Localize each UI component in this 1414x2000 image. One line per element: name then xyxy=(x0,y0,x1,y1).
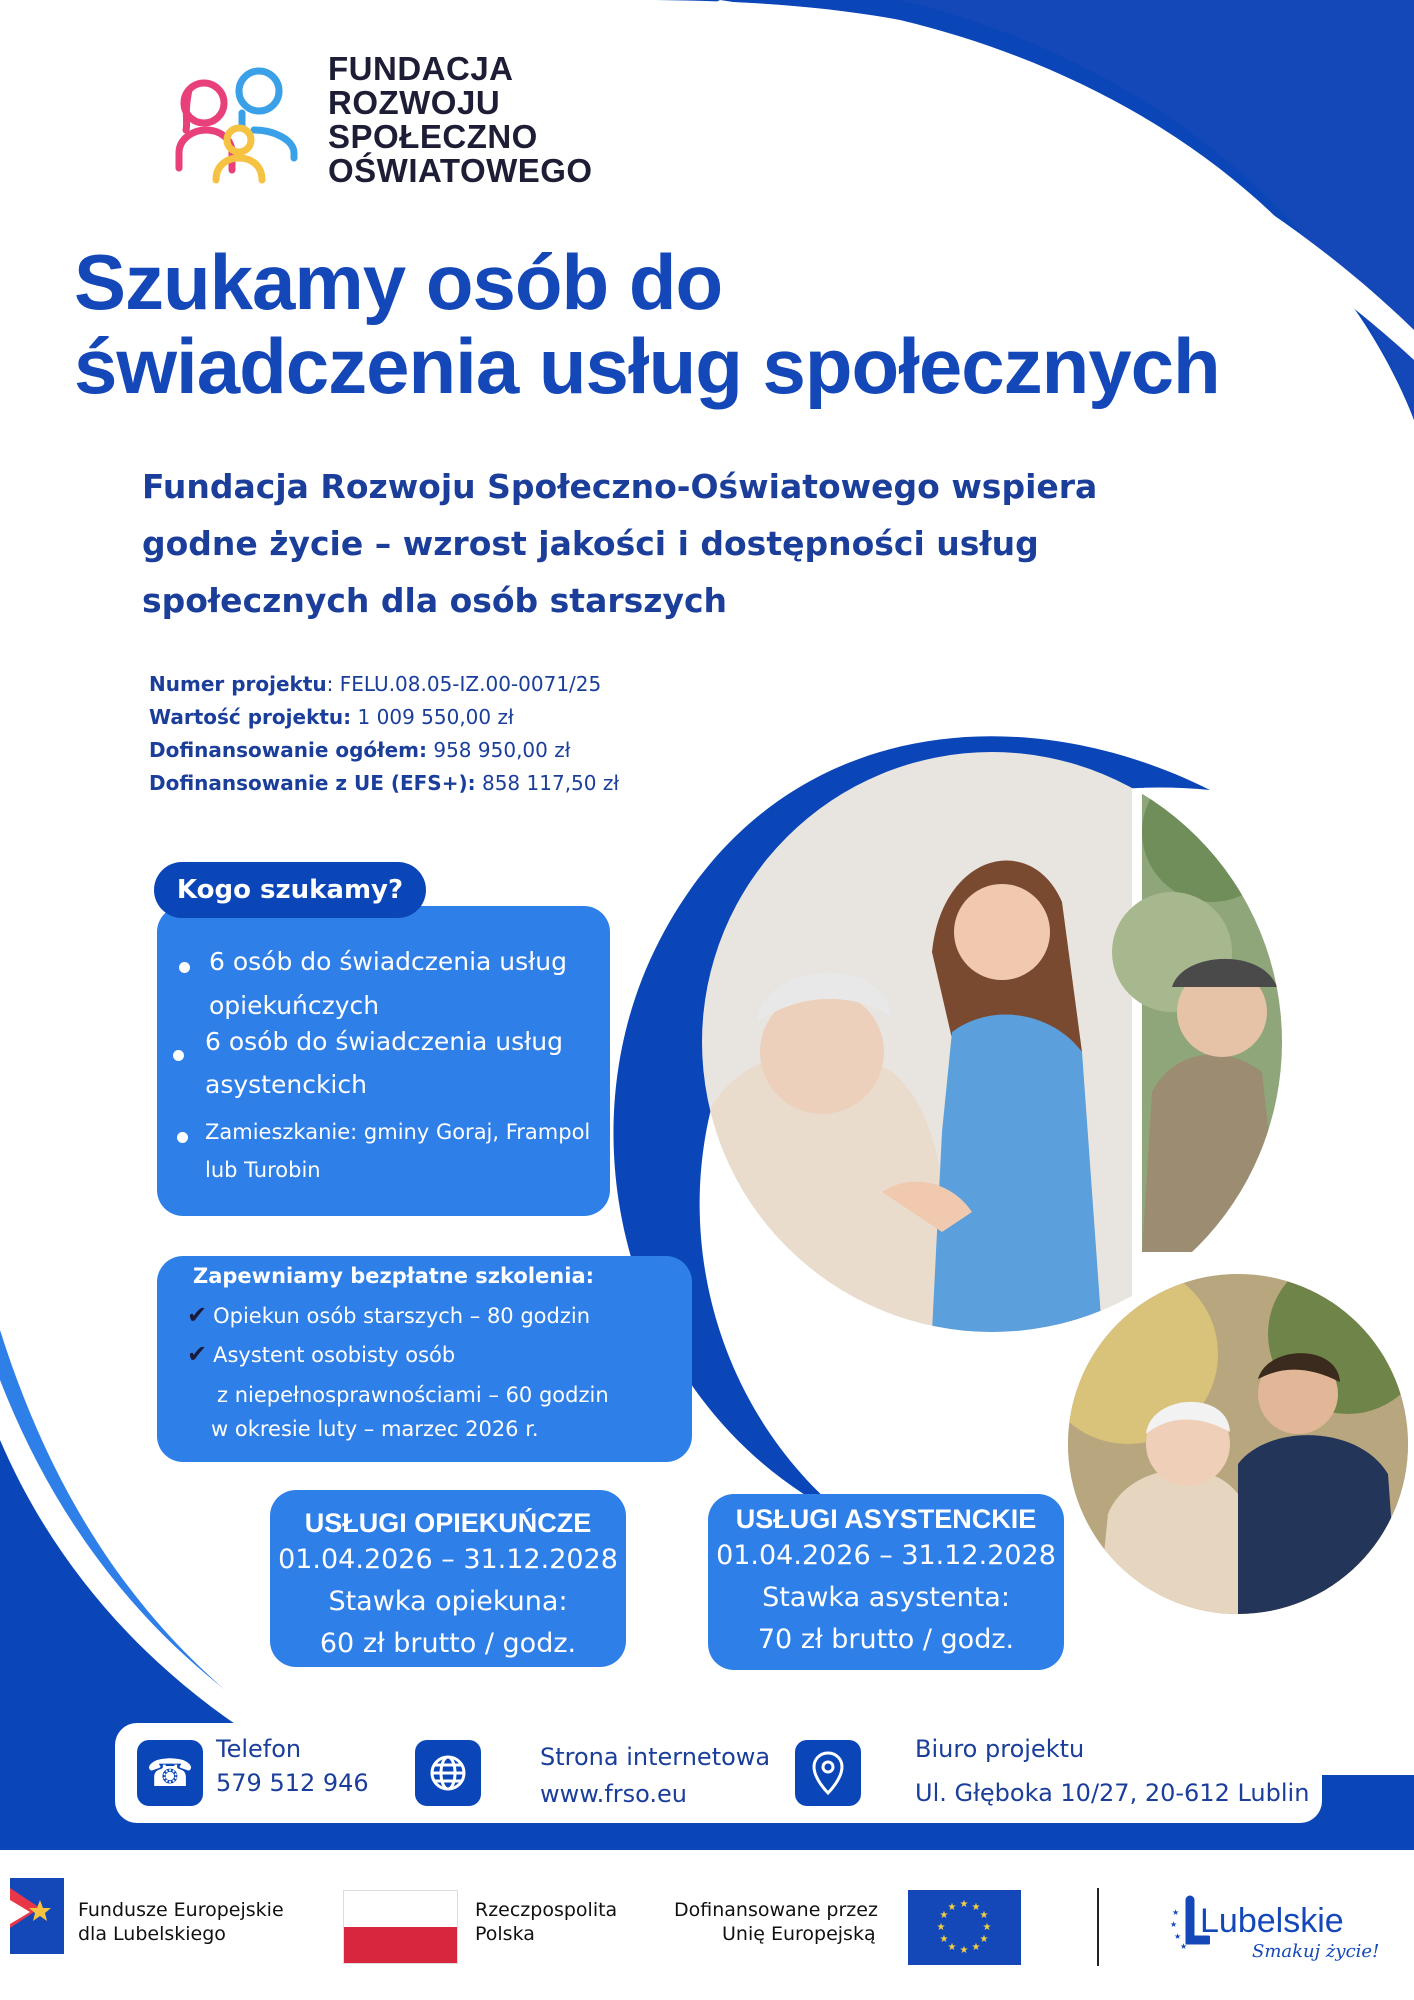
footer-divider xyxy=(1097,1888,1099,1966)
fact-sep: : xyxy=(326,672,340,696)
kogo-item-line: lub Turobin xyxy=(205,1158,321,1182)
project-facts xyxy=(149,668,769,800)
title-line: świadczenia usług społecznych xyxy=(74,322,1220,410)
service-assist-box xyxy=(708,1494,1064,1670)
svg-text:★: ★ xyxy=(1172,1908,1180,1917)
subtitle-line: Fundacja Rozwoju Społeczno-Oświatowego wspiera xyxy=(142,467,1098,506)
eu-text: Dofinansowane przez xyxy=(674,1899,878,1921)
bullet-icon xyxy=(179,962,190,973)
contact-bar xyxy=(115,1723,1322,1823)
globe-icon xyxy=(415,1740,481,1806)
kogo-item-line: Zamieszkanie: gminy Goraj, Frampol xyxy=(205,1120,591,1144)
phone-label: Telefon xyxy=(216,1735,302,1763)
fact-row xyxy=(149,668,769,701)
kogo-item-line: 6 osób do świadczenia usług xyxy=(205,1027,563,1056)
fact-label: Wartość projektu: xyxy=(149,705,352,729)
svg-text:★: ★ xyxy=(947,1902,957,1913)
fact-value: FELU.08.05-IZ.00-0071/25 xyxy=(339,672,602,696)
training-period: w okresie luty – marzec 2026 r. xyxy=(211,1417,539,1441)
eu-funds-logo-icon xyxy=(10,1878,64,1954)
bullet-icon xyxy=(173,1050,184,1061)
svg-text:★: ★ xyxy=(982,1922,992,1933)
logo-line: SPOŁECZNO xyxy=(328,118,538,155)
svg-text:★: ★ xyxy=(1174,1932,1182,1941)
kogo-item-line: opiekuńczych xyxy=(209,991,380,1020)
svg-text:★: ★ xyxy=(979,1910,989,1921)
svg-text:★: ★ xyxy=(1170,1920,1178,1929)
eu-flag-icon xyxy=(908,1890,1021,1965)
kogo-item-line: 6 osób do świadczenia usług xyxy=(209,947,567,976)
foundation-name xyxy=(328,52,628,188)
assist-photo-circle xyxy=(1062,1268,1414,1620)
web-link[interactable]: www.frso.eu xyxy=(540,1780,687,1808)
service-title: USŁUGI ASYSTENCKIE xyxy=(735,1504,1037,1534)
lubelskie-slogan: Smakuj życie! xyxy=(1252,1941,1380,1962)
service-dates: 01.04.2026 – 31.12.2028 xyxy=(716,1540,1056,1571)
page-title xyxy=(74,240,1304,408)
rp-name: Rzeczpospolita xyxy=(475,1899,618,1921)
service-rate: 70 zł brutto / godz. xyxy=(757,1624,1015,1655)
svg-text:★: ★ xyxy=(939,1910,949,1921)
poland-flag-icon xyxy=(343,1890,458,1964)
service-dates: 01.04.2026 – 31.12.2028 xyxy=(278,1544,618,1575)
training-item: Asystent osobisty osób xyxy=(213,1343,456,1367)
office-label: Biuro projektu xyxy=(915,1735,1085,1763)
fact-value: 858 117,50 zł xyxy=(481,771,620,795)
care-photo-circle xyxy=(702,752,1282,1332)
fact-row xyxy=(149,767,769,800)
service-care-box xyxy=(270,1490,626,1667)
svg-text:★: ★ xyxy=(936,1922,946,1933)
training-item: Opiekun osób starszych – 80 godzin xyxy=(213,1304,591,1328)
kogo-item-line: asystenckich xyxy=(205,1070,367,1099)
bullet-icon xyxy=(177,1132,188,1143)
subtitle-line: społecznych dla osób starszych xyxy=(142,581,728,620)
svg-text:★: ★ xyxy=(971,1942,981,1953)
fact-row xyxy=(149,734,769,767)
svg-text:★: ★ xyxy=(947,1942,957,1953)
office-address: Ul. Głęboka 10/27, 20-612 Lublin xyxy=(915,1779,1310,1807)
subtitle-line: godne życie – wzrost jakości i dostępności usług xyxy=(142,524,1039,563)
lubelskie-name: Lubelskie xyxy=(1200,1902,1344,1940)
location-pin-icon xyxy=(795,1740,861,1806)
training-item: z niepełnosprawnościami – 60 godzin xyxy=(217,1383,609,1407)
web-label: Strona internetowa xyxy=(540,1743,771,1771)
footer-logos xyxy=(0,1850,1414,2000)
svg-text:★: ★ xyxy=(939,1934,949,1945)
fact-label: Numer projektu xyxy=(149,672,327,696)
service-title: USŁUGI OPIEKUŃCZE xyxy=(304,1508,592,1538)
logo-line: ROZWOJU xyxy=(328,84,501,121)
fe-name: Fundusze Europejskie xyxy=(78,1899,284,1921)
eu-text: Unię Europejską xyxy=(722,1923,876,1945)
phone-number[interactable]: 579 512 946 xyxy=(216,1769,369,1797)
service-rate-label: Stawka asystenta: xyxy=(762,1582,1010,1613)
people-logo-icon xyxy=(164,58,312,186)
kogo-box xyxy=(157,906,610,1216)
svg-text:★: ★ xyxy=(959,1945,969,1956)
svg-text:★: ★ xyxy=(959,1899,969,1910)
fact-row xyxy=(149,701,769,734)
training-heading: Zapewniamy bezpłatne szkolenia: xyxy=(193,1264,595,1288)
fact-value: 1 009 550,00 zł xyxy=(357,705,514,729)
training-box xyxy=(157,1256,692,1462)
logo-line: FUNDACJA xyxy=(328,50,514,87)
fe-name: dla Lubelskiego xyxy=(78,1923,226,1945)
fact-value: 958 950,00 zł xyxy=(433,738,571,762)
title-line: Szukamy osób do xyxy=(74,238,723,326)
fact-label: Dofinansowanie ogółem: xyxy=(149,738,427,762)
service-rate: 60 zł brutto / godz. xyxy=(319,1628,577,1659)
subtitle xyxy=(142,458,1182,629)
service-rate-label: Stawka opiekuna: xyxy=(328,1586,568,1617)
kogo-heading: Kogo szukamy? xyxy=(154,862,426,918)
logo-line: OŚWIATOWEGO xyxy=(328,152,593,189)
fact-label: Dofinansowanie z UE (EFS+): xyxy=(149,771,476,795)
check-icon: ✔ xyxy=(187,1340,208,1368)
check-icon: ✔ xyxy=(187,1301,208,1329)
phone-icon: ☎ xyxy=(137,1740,203,1806)
svg-text:★: ★ xyxy=(979,1934,989,1945)
svg-text:★: ★ xyxy=(1180,1942,1188,1951)
svg-text:★: ★ xyxy=(971,1902,981,1913)
rp-name: Polska xyxy=(475,1923,535,1945)
